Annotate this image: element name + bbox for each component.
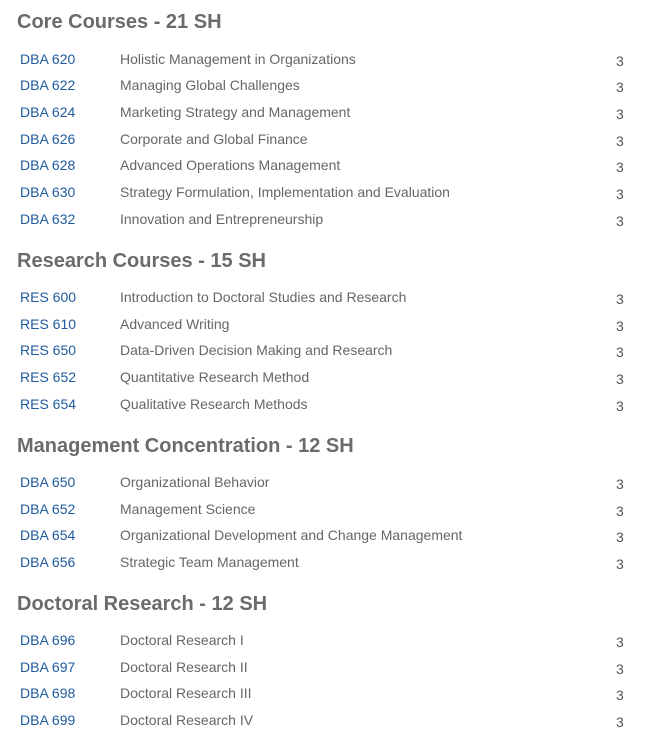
- course-code-link[interactable]: DBA 650: [20, 474, 76, 490]
- course-code-link[interactable]: DBA 626: [20, 131, 76, 147]
- course-name: Corporate and Global Finance: [120, 131, 308, 147]
- course-row: [0, 526, 668, 548]
- course-credits: 3: [616, 344, 624, 360]
- course-name: Doctoral Research III: [120, 685, 252, 701]
- course-code-link[interactable]: RES 654: [20, 396, 77, 412]
- course-row: [0, 103, 668, 125]
- course-code-link[interactable]: DBA 620: [20, 51, 76, 67]
- course-code-link[interactable]: RES 600: [20, 289, 77, 305]
- course-credits: 3: [616, 133, 624, 149]
- course-name: Strategic Team Management: [120, 554, 299, 570]
- course-credits: 3: [616, 476, 624, 492]
- course-row: [0, 631, 668, 653]
- course-row: [0, 684, 668, 706]
- course-row: [0, 183, 668, 205]
- section-title: Doctoral Research - 12 SH: [17, 593, 268, 615]
- course-row: [0, 210, 668, 232]
- course-name: Data-Driven Decision Making and Research: [120, 342, 393, 358]
- course-credits: 3: [616, 186, 624, 202]
- course-name: Management Science: [120, 501, 256, 517]
- course-code-link[interactable]: RES 650: [20, 342, 77, 358]
- course-credits: 3: [616, 714, 624, 730]
- course-row: [0, 156, 668, 178]
- course-name: Managing Global Challenges: [120, 77, 300, 93]
- course-code-link[interactable]: RES 652: [20, 369, 77, 385]
- course-code-link[interactable]: DBA 697: [20, 659, 76, 675]
- course-code-link[interactable]: DBA 654: [20, 527, 76, 543]
- course-credits: 3: [616, 556, 624, 572]
- course-name: Organizational Behavior: [120, 474, 270, 490]
- course-name: Doctoral Research II: [120, 659, 248, 675]
- course-code-link[interactable]: RES 610: [20, 316, 77, 332]
- course-credits: 3: [616, 398, 624, 414]
- course-name: Organizational Development and Change Management: [120, 527, 463, 543]
- course-code-link[interactable]: DBA 698: [20, 685, 76, 701]
- course-code-link[interactable]: DBA 628: [20, 157, 76, 173]
- course-row: [0, 658, 668, 680]
- course-name: Strategy Formulation, Implementation and Evaluation: [120, 184, 450, 200]
- course-name: Holistic Management in Organizations: [120, 51, 356, 67]
- course-row: [0, 315, 668, 337]
- course-credits: 3: [616, 213, 624, 229]
- course-row: [0, 341, 668, 363]
- course-code-link[interactable]: DBA 699: [20, 712, 76, 728]
- course-row: [0, 76, 668, 98]
- course-credits: 3: [616, 661, 624, 677]
- course-code-link[interactable]: DBA 622: [20, 77, 76, 93]
- course-name: Introduction to Doctoral Studies and Research: [120, 289, 407, 305]
- course-code-link[interactable]: DBA 652: [20, 501, 76, 517]
- course-row: [0, 130, 668, 152]
- section-title: Core Courses - 21 SH: [17, 11, 222, 33]
- course-code-link[interactable]: DBA 656: [20, 554, 76, 570]
- course-credits: 3: [616, 371, 624, 387]
- course-name: Quantitative Research Method: [120, 369, 310, 385]
- course-row: [0, 553, 668, 575]
- course-credits: 3: [616, 318, 624, 334]
- course-name: Innovation and Entrepreneurship: [120, 211, 324, 227]
- section-title: Research Courses - 15 SH: [17, 250, 267, 272]
- course-credits: 3: [616, 53, 624, 69]
- course-credits: 3: [616, 79, 624, 95]
- course-name: Doctoral Research IV: [120, 712, 254, 728]
- course-row: [0, 395, 668, 417]
- course-credits: 3: [616, 503, 624, 519]
- course-row: [0, 500, 668, 522]
- course-name: Advanced Operations Management: [120, 157, 341, 173]
- course-credits: 3: [616, 291, 624, 307]
- course-row: [0, 288, 668, 310]
- section-title: Management Concentration - 12 SH: [17, 435, 354, 457]
- course-code-link[interactable]: DBA 632: [20, 211, 76, 227]
- course-row: [0, 368, 668, 390]
- course-credits: 3: [616, 529, 624, 545]
- course-credits: 3: [616, 687, 624, 703]
- course-credits: 3: [616, 634, 624, 650]
- course-name: Doctoral Research I: [120, 632, 244, 648]
- course-code-link[interactable]: DBA 696: [20, 632, 76, 648]
- course-credits: 3: [616, 106, 624, 122]
- course-row: [0, 711, 668, 733]
- course-row: [0, 50, 668, 72]
- course-code-link[interactable]: DBA 630: [20, 184, 76, 200]
- course-name: Marketing Strategy and Management: [120, 104, 351, 120]
- course-code-link[interactable]: DBA 624: [20, 104, 76, 120]
- course-credits: 3: [616, 159, 624, 175]
- course-name: Advanced Writing: [120, 316, 230, 332]
- course-row: [0, 473, 668, 495]
- course-name: Qualitative Research Methods: [120, 396, 308, 412]
